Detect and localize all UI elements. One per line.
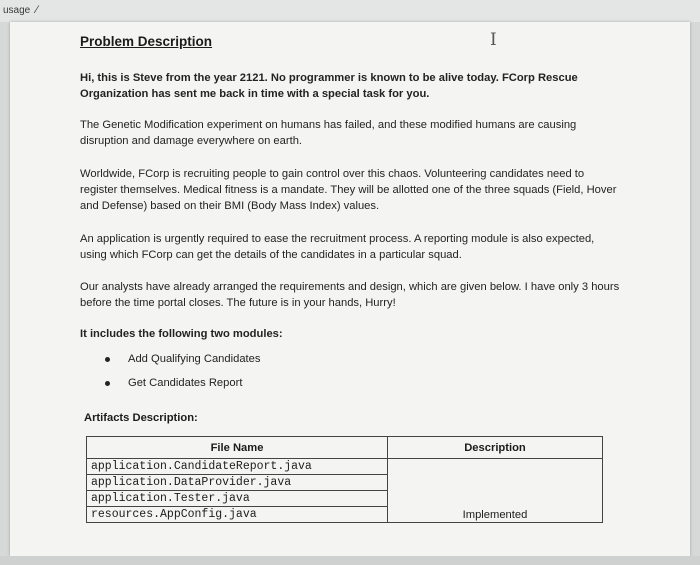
paragraph-recruiting: Worldwide, FCorp is recruiting people to gain control over this chaos. Volunteering candidates need to register themselves. Medical fitness is a mandate. They will be allotted one of the three squads (Field, Hover and Defense) based on their BMI (Body Mass Index) values. [80, 168, 617, 212]
bullet-icon [105, 381, 110, 386]
table-row [87, 459, 603, 475]
artifacts-table [86, 436, 603, 523]
pencil-icon[interactable]: ∕ [36, 4, 38, 16]
artifacts-heading: Artifacts Description: [84, 412, 198, 424]
table-header-row [87, 437, 603, 459]
paragraph-application: An application is urgently required to ease the recruitment process. A reporting module is also expected, using which FCorp can get the details of the candidates in a particular squad. [80, 233, 595, 261]
paragraph-genetic: The Genetic Modification experiment on humans has failed, and these modified humans are causing disruption and damage everywhere on earth. [80, 119, 577, 147]
description-cell: Implemented [388, 459, 603, 523]
list-item: Add Qualifying Candidates [105, 353, 260, 365]
bullet-icon [105, 357, 110, 362]
bottom-edge [0, 556, 700, 565]
file-name-cell: application.DataProvider.java [87, 475, 388, 491]
paragraph-intro: Hi, this is Steve from the year 2121. No programmer is known to be alive today. FCorp Rescue Organization has sent me back in time with a special task for you. [80, 72, 578, 100]
file-name-cell: resources.AppConfig.java [87, 507, 388, 523]
column-header-file-name: File Name [87, 437, 388, 459]
column-header-description: Description [388, 437, 603, 459]
file-name-cell: application.CandidateReport.java [87, 459, 388, 475]
usage-label: usage [3, 5, 31, 16]
file-name-cell: application.Tester.java [87, 491, 388, 507]
list-item: Get Candidates Report [105, 377, 242, 389]
text-cursor-icon: I [490, 30, 497, 50]
page-title: Problem Description [80, 34, 213, 49]
modules-heading: It includes the following two modules: [80, 328, 283, 340]
top-bar [0, 0, 700, 22]
paragraph-analysts: Our analysts have already arranged the requirements and design, which are given below. I have only 3 hours before the time portal closes. The future is in your hands, Hurry! [80, 281, 620, 309]
